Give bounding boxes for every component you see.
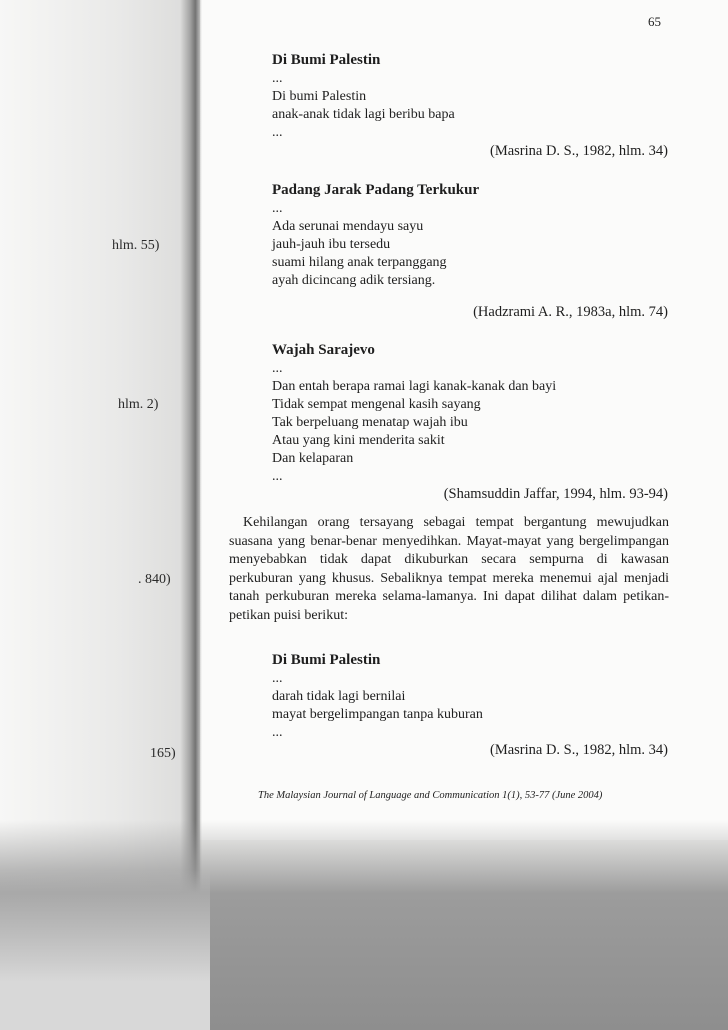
poem-excerpt bbox=[272, 50, 672, 142]
poem-citation: (Masrina D. S., 1982, hlm. 34) bbox=[489, 143, 668, 159]
poem-citation: (Masrina D. S., 1982, hlm. 34) bbox=[489, 742, 668, 758]
margin-ref: hlm. 55) bbox=[112, 238, 160, 253]
poem-line: ... bbox=[272, 469, 283, 484]
poem-line: ... bbox=[272, 125, 283, 140]
poem-line: darah tidak lagi bernilai bbox=[272, 689, 406, 704]
poem-title: Wajah Sarajevo bbox=[272, 342, 375, 358]
poem-line: Atau yang kini menderita sakit bbox=[272, 433, 445, 448]
poem-title: Padang Jarak Padang Terkukur bbox=[272, 182, 480, 198]
bottom-left-shadow bbox=[0, 870, 210, 1030]
poem-line: ... bbox=[272, 671, 283, 686]
margin-ref: hlm. 2) bbox=[118, 397, 159, 412]
poem-line: Dan kelaparan bbox=[272, 451, 354, 466]
poem-title: Di Bumi Palestin bbox=[272, 52, 381, 68]
poem-line: jauh-jauh ibu tersedu bbox=[272, 237, 391, 252]
margin-ref: . 840) bbox=[138, 572, 171, 587]
poem-line: ... bbox=[272, 361, 283, 376]
poem-line: suami hilang anak terpanggang bbox=[272, 255, 447, 270]
poem-citation: (Hadzrami A. R., 1983a, hlm. 74) bbox=[473, 304, 668, 320]
poem-line: ... bbox=[272, 725, 283, 740]
poem-line: ... bbox=[272, 201, 283, 216]
margin-ref: 165) bbox=[150, 746, 176, 761]
poem-line: Di bumi Palestin bbox=[272, 89, 367, 104]
poem-line: ... bbox=[272, 71, 283, 86]
poem-line: Dan entah berapa ramai lagi kanak-kanak dan bayi bbox=[272, 379, 557, 394]
body-paragraph: Kehilangan orang tersayang sebagai tempat bergantung mewujudkan suasana yang benar-benar menyedihkan. Mayat-mayat yang bergelimpangan menyebabkan tidak dapat dikuburkan secara sempurna di kawasan perkuburan yang khusus. Sebaliknya tempat mereka menemui ajal menjadi tanah perkuburan mereka selama-lamanya. Ini dapat dilihat dalam petikan-petikan puisi berikut: bbox=[229, 515, 669, 623]
poem-excerpt bbox=[272, 650, 672, 742]
poem-line: mayat bergelimpangan tanpa kuburan bbox=[272, 707, 483, 722]
poem-excerpt bbox=[272, 180, 672, 290]
poem-line: Tak berpeluang menatap wajah ibu bbox=[272, 415, 468, 430]
poem-line: ayah dicincang adik tersiang. bbox=[272, 273, 436, 288]
poem-citation: (Shamsuddin Jaffar, 1994, hlm. 93-94) bbox=[443, 486, 668, 502]
book-spine-shadow bbox=[180, 0, 202, 900]
poem-line: Tidak sempat mengenal kasih sayang bbox=[272, 397, 481, 412]
journal-footer: The Malaysian Journal of Language and Communication 1(1), 53-77 (June 2004) bbox=[258, 790, 603, 801]
poem-line: Ada serunai mendayu sayu bbox=[272, 219, 424, 234]
page-number: 65 bbox=[648, 14, 661, 29]
poem-excerpt bbox=[272, 340, 672, 486]
poem-line: anak-anak tidak lagi beribu bapa bbox=[272, 107, 455, 122]
poem-title: Di Bumi Palestin bbox=[272, 652, 381, 668]
